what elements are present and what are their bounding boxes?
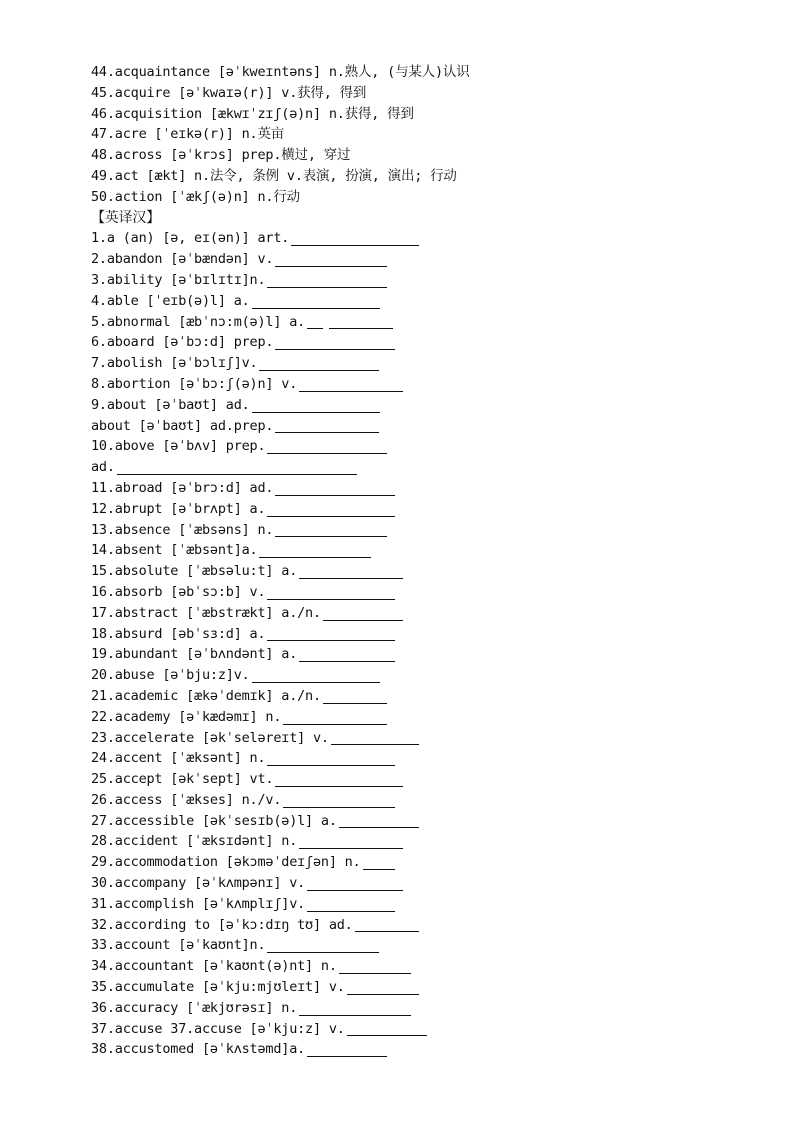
- vocab-entry-text: 22.academy [əˈkædəmɪ] n.: [91, 708, 282, 725]
- vocab-line: [91, 249, 771, 270]
- vocab-entry-text: 19.abundant [əˈbʌndənt] a.: [91, 646, 298, 663]
- vocab-line: [91, 624, 771, 645]
- vocab-line: [91, 561, 771, 582]
- answer-blank[interactable]: [275, 335, 395, 350]
- vocab-entry-text: 29.accommodation [əkɔməˈdeɪʃən] n.: [91, 854, 361, 871]
- vocab-entry-text: 47.acre [ˈeɪkə(r)] n.英亩: [91, 126, 285, 143]
- vocab-line: [91, 956, 771, 977]
- answer-blank[interactable]: [299, 1001, 411, 1016]
- vocab-line: [91, 644, 771, 665]
- section-heading-text: 【英译汉】: [91, 209, 160, 226]
- answer-blank[interactable]: [323, 606, 403, 621]
- vocab-entry-text: 44.acquaintance [əˈkweɪntəns] n.熟人, (与某人)认识: [91, 64, 470, 80]
- vocab-line: [91, 520, 771, 541]
- vocab-line: [91, 83, 771, 104]
- vocab-entry-text: 32.according to [əˈkɔ:dɪŋ tʊ] ad.: [91, 916, 353, 933]
- vocab-line: [91, 769, 771, 790]
- vocab-entry-text: 26.access [ˈækses] n./v.: [91, 791, 282, 808]
- vocab-entry-text: 10.above [əˈbʌv] prep.: [91, 438, 266, 455]
- vocab-entry-text: 2.abandon [əˈbændən] v.: [91, 251, 274, 268]
- answer-blank[interactable]: [275, 522, 387, 537]
- answer-blank[interactable]: [363, 855, 395, 870]
- vocab-entry-text: 38.accustomed [əˈkʌstəmd]a.: [91, 1041, 306, 1058]
- vocab-entry-text: 45.acquire [əˈkwaɪə(r)] v.获得, 得到: [91, 84, 367, 101]
- vocab-line: [91, 124, 771, 145]
- vocab-entry-text: 49.act [ækt] n.法令, 条例 v.表演, 扮演, 演出; 行动: [91, 167, 457, 184]
- vocab-entry-text: 18.absurd [əbˈsɜ:d] a.: [91, 625, 266, 642]
- answer-blank[interactable]: [307, 314, 323, 329]
- vocab-entry-text: 48.across [əˈkrɔs] prep.横过, 穿过: [91, 147, 351, 164]
- vocab-entry-text: 3.ability [əˈbɪlɪtɪ]n.: [91, 271, 266, 288]
- vocab-entry-text: 6.aboard [əˈbɔ:d] prep.: [91, 334, 274, 351]
- answer-blank[interactable]: [283, 710, 387, 725]
- vocab-line: [91, 1039, 771, 1060]
- vocab-entry-text: ad.: [91, 459, 115, 476]
- vocab-line: [91, 935, 771, 956]
- answer-blank[interactable]: [267, 585, 395, 600]
- answer-blank[interactable]: [323, 689, 387, 704]
- vocab-entry-text: 28.accident [ˈæksɪdənt] n.: [91, 833, 298, 850]
- vocab-entry-text: 35.accumulate [əˈkju:mjʊleɪt] v.: [91, 979, 345, 996]
- vocab-line: [91, 540, 771, 561]
- vocab-entry-text: 30.accompany [əˈkʌmpənɪ] v.: [91, 875, 306, 892]
- answer-blank[interactable]: [347, 1021, 427, 1036]
- vocab-line: [91, 457, 771, 478]
- answer-blank[interactable]: [252, 668, 380, 683]
- answer-blank[interactable]: [355, 917, 419, 932]
- answer-blank[interactable]: [259, 356, 379, 371]
- vocab-line: [91, 145, 771, 166]
- vocab-line: [91, 270, 771, 291]
- vocab-line: [91, 436, 771, 457]
- vocab-entry-text: 4.able [ˈeɪb(ə)l] a.: [91, 292, 250, 309]
- vocab-entry-text: 20.abuse [əˈbju:z]v.: [91, 667, 250, 684]
- vocab-entry-text: 12.abrupt [əˈbrʌpt] a.: [91, 500, 266, 517]
- vocab-line: [91, 915, 771, 936]
- vocab-entry-text: 8.abortion [əˈbɔ:ʃ(ə)n] v.: [91, 375, 298, 392]
- answer-blank[interactable]: [283, 793, 395, 808]
- vocab-line: [91, 852, 771, 873]
- answer-blank[interactable]: [267, 626, 395, 641]
- vocab-entry-text: 5.abnormal [æbˈnɔ:m(ə)l] a.: [91, 313, 306, 330]
- vocab-entry-text: 17.abstract [ˈæbstrækt] a./n.: [91, 604, 321, 621]
- vocab-entry-text: about [əˈbaʊt] ad.prep.: [91, 417, 274, 434]
- vocab-entry-text: 33.account [əˈkaʊnt]n.: [91, 937, 266, 954]
- answer-blank[interactable]: [329, 314, 393, 329]
- answer-blank[interactable]: [339, 959, 411, 974]
- vocab-line: [91, 104, 771, 125]
- answer-blank[interactable]: [117, 460, 357, 475]
- vocab-line: [91, 228, 771, 249]
- vocab-line: [91, 291, 771, 312]
- vocab-entry-text: 25.accept [əkˈsept] vt.: [91, 771, 274, 788]
- vocab-line: [91, 728, 771, 749]
- vocab-list: [91, 62, 771, 1060]
- vocab-entry-text: 37.accuse 37.accuse [əˈkju:z] v.: [91, 1020, 345, 1037]
- vocab-entry-text: 1.a (an) [ə, eɪ(ən)] art.: [91, 230, 290, 247]
- answer-blank[interactable]: [347, 980, 419, 995]
- vocab-entry-text: 36.accuracy [ˈækjʊrəsɪ] n.: [91, 999, 298, 1016]
- vocab-entry-text: 21.academic [ækəˈdemɪk] a./n.: [91, 687, 321, 704]
- vocab-line: [91, 998, 771, 1019]
- answer-blank[interactable]: [252, 294, 380, 309]
- answer-blank[interactable]: [299, 377, 403, 392]
- answer-blank[interactable]: [331, 730, 419, 745]
- answer-blank[interactable]: [299, 564, 403, 579]
- vocab-entry-text: 14.absent [ˈæbsənt]a.: [91, 542, 258, 559]
- vocab-line: [91, 811, 771, 832]
- answer-blank[interactable]: [252, 398, 380, 413]
- vocab-line: [91, 603, 771, 624]
- section-heading: [91, 208, 771, 229]
- vocab-line: [91, 686, 771, 707]
- vocab-entry-text: 24.accent [ˈæksənt] n.: [91, 750, 266, 767]
- answer-blank[interactable]: [307, 876, 403, 891]
- vocab-entry-text: 34.accountant [əˈkaʊnt(ə)nt] n.: [91, 958, 337, 975]
- vocab-entry-text: 46.acquisition [ækwɪˈzɪʃ(ə)n] n.获得, 得到: [91, 105, 414, 122]
- vocab-line: [91, 62, 771, 83]
- answer-blank[interactable]: [267, 502, 395, 517]
- answer-blank[interactable]: [291, 231, 419, 246]
- answer-blank[interactable]: [275, 772, 403, 787]
- vocab-line: [91, 831, 771, 852]
- answer-blank[interactable]: [275, 418, 379, 433]
- vocab-line: [91, 353, 771, 374]
- vocab-entry-text: 27.accessible [əkˈsesɪb(ə)l] a.: [91, 812, 337, 829]
- vocab-line: [91, 416, 771, 437]
- answer-blank[interactable]: [307, 897, 395, 912]
- vocab-line: [91, 312, 771, 333]
- answer-blank[interactable]: [339, 813, 419, 828]
- answer-blank[interactable]: [259, 543, 371, 558]
- vocab-entry-text: 11.abroad [əˈbrɔ:d] ad.: [91, 479, 274, 496]
- vocab-line: [91, 665, 771, 686]
- vocab-line: [91, 187, 771, 208]
- vocab-line: [91, 332, 771, 353]
- answer-blank[interactable]: [307, 1042, 387, 1057]
- vocab-entry-text: 7.abolish [əˈbɔlɪʃ]v.: [91, 355, 258, 372]
- vocab-entry-text: 16.absorb [əbˈsɔ:b] v.: [91, 583, 266, 600]
- answer-blank[interactable]: [267, 938, 379, 953]
- answer-blank[interactable]: [299, 834, 403, 849]
- answer-blank[interactable]: [275, 481, 395, 496]
- vocab-line: [91, 166, 771, 187]
- vocab-line: [91, 395, 771, 416]
- vocab-line: [91, 748, 771, 769]
- vocab-entry-text: 31.accomplish [əˈkʌmplɪʃ]v.: [91, 895, 306, 912]
- vocab-line: [91, 790, 771, 811]
- vocab-entry-text: 50.action [ˈækʃ(ə)n] n.行动: [91, 188, 300, 205]
- vocab-entry-text: 15.absolute [ˈæbsəlu:t] a.: [91, 563, 298, 580]
- vocab-line: [91, 1019, 771, 1040]
- vocab-line: [91, 707, 771, 728]
- vocab-line: [91, 478, 771, 499]
- vocab-entry-text: 13.absence [ˈæbsəns] n.: [91, 521, 274, 538]
- answer-blank[interactable]: [275, 252, 387, 267]
- vocab-line: [91, 582, 771, 603]
- vocab-line: [91, 977, 771, 998]
- vocab-line: [91, 873, 771, 894]
- vocab-line: [91, 374, 771, 395]
- vocab-line: [91, 894, 771, 915]
- vocab-line: [91, 499, 771, 520]
- answer-blank[interactable]: [299, 647, 395, 662]
- answer-blank[interactable]: [267, 273, 387, 288]
- vocab-entry-text: 23.accelerate [əkˈseləreɪt] v.: [91, 729, 329, 746]
- vocab-entry-text: 9.about [əˈbaʊt] ad.: [91, 396, 250, 413]
- answer-blank[interactable]: [267, 751, 395, 766]
- answer-blank[interactable]: [267, 439, 387, 454]
